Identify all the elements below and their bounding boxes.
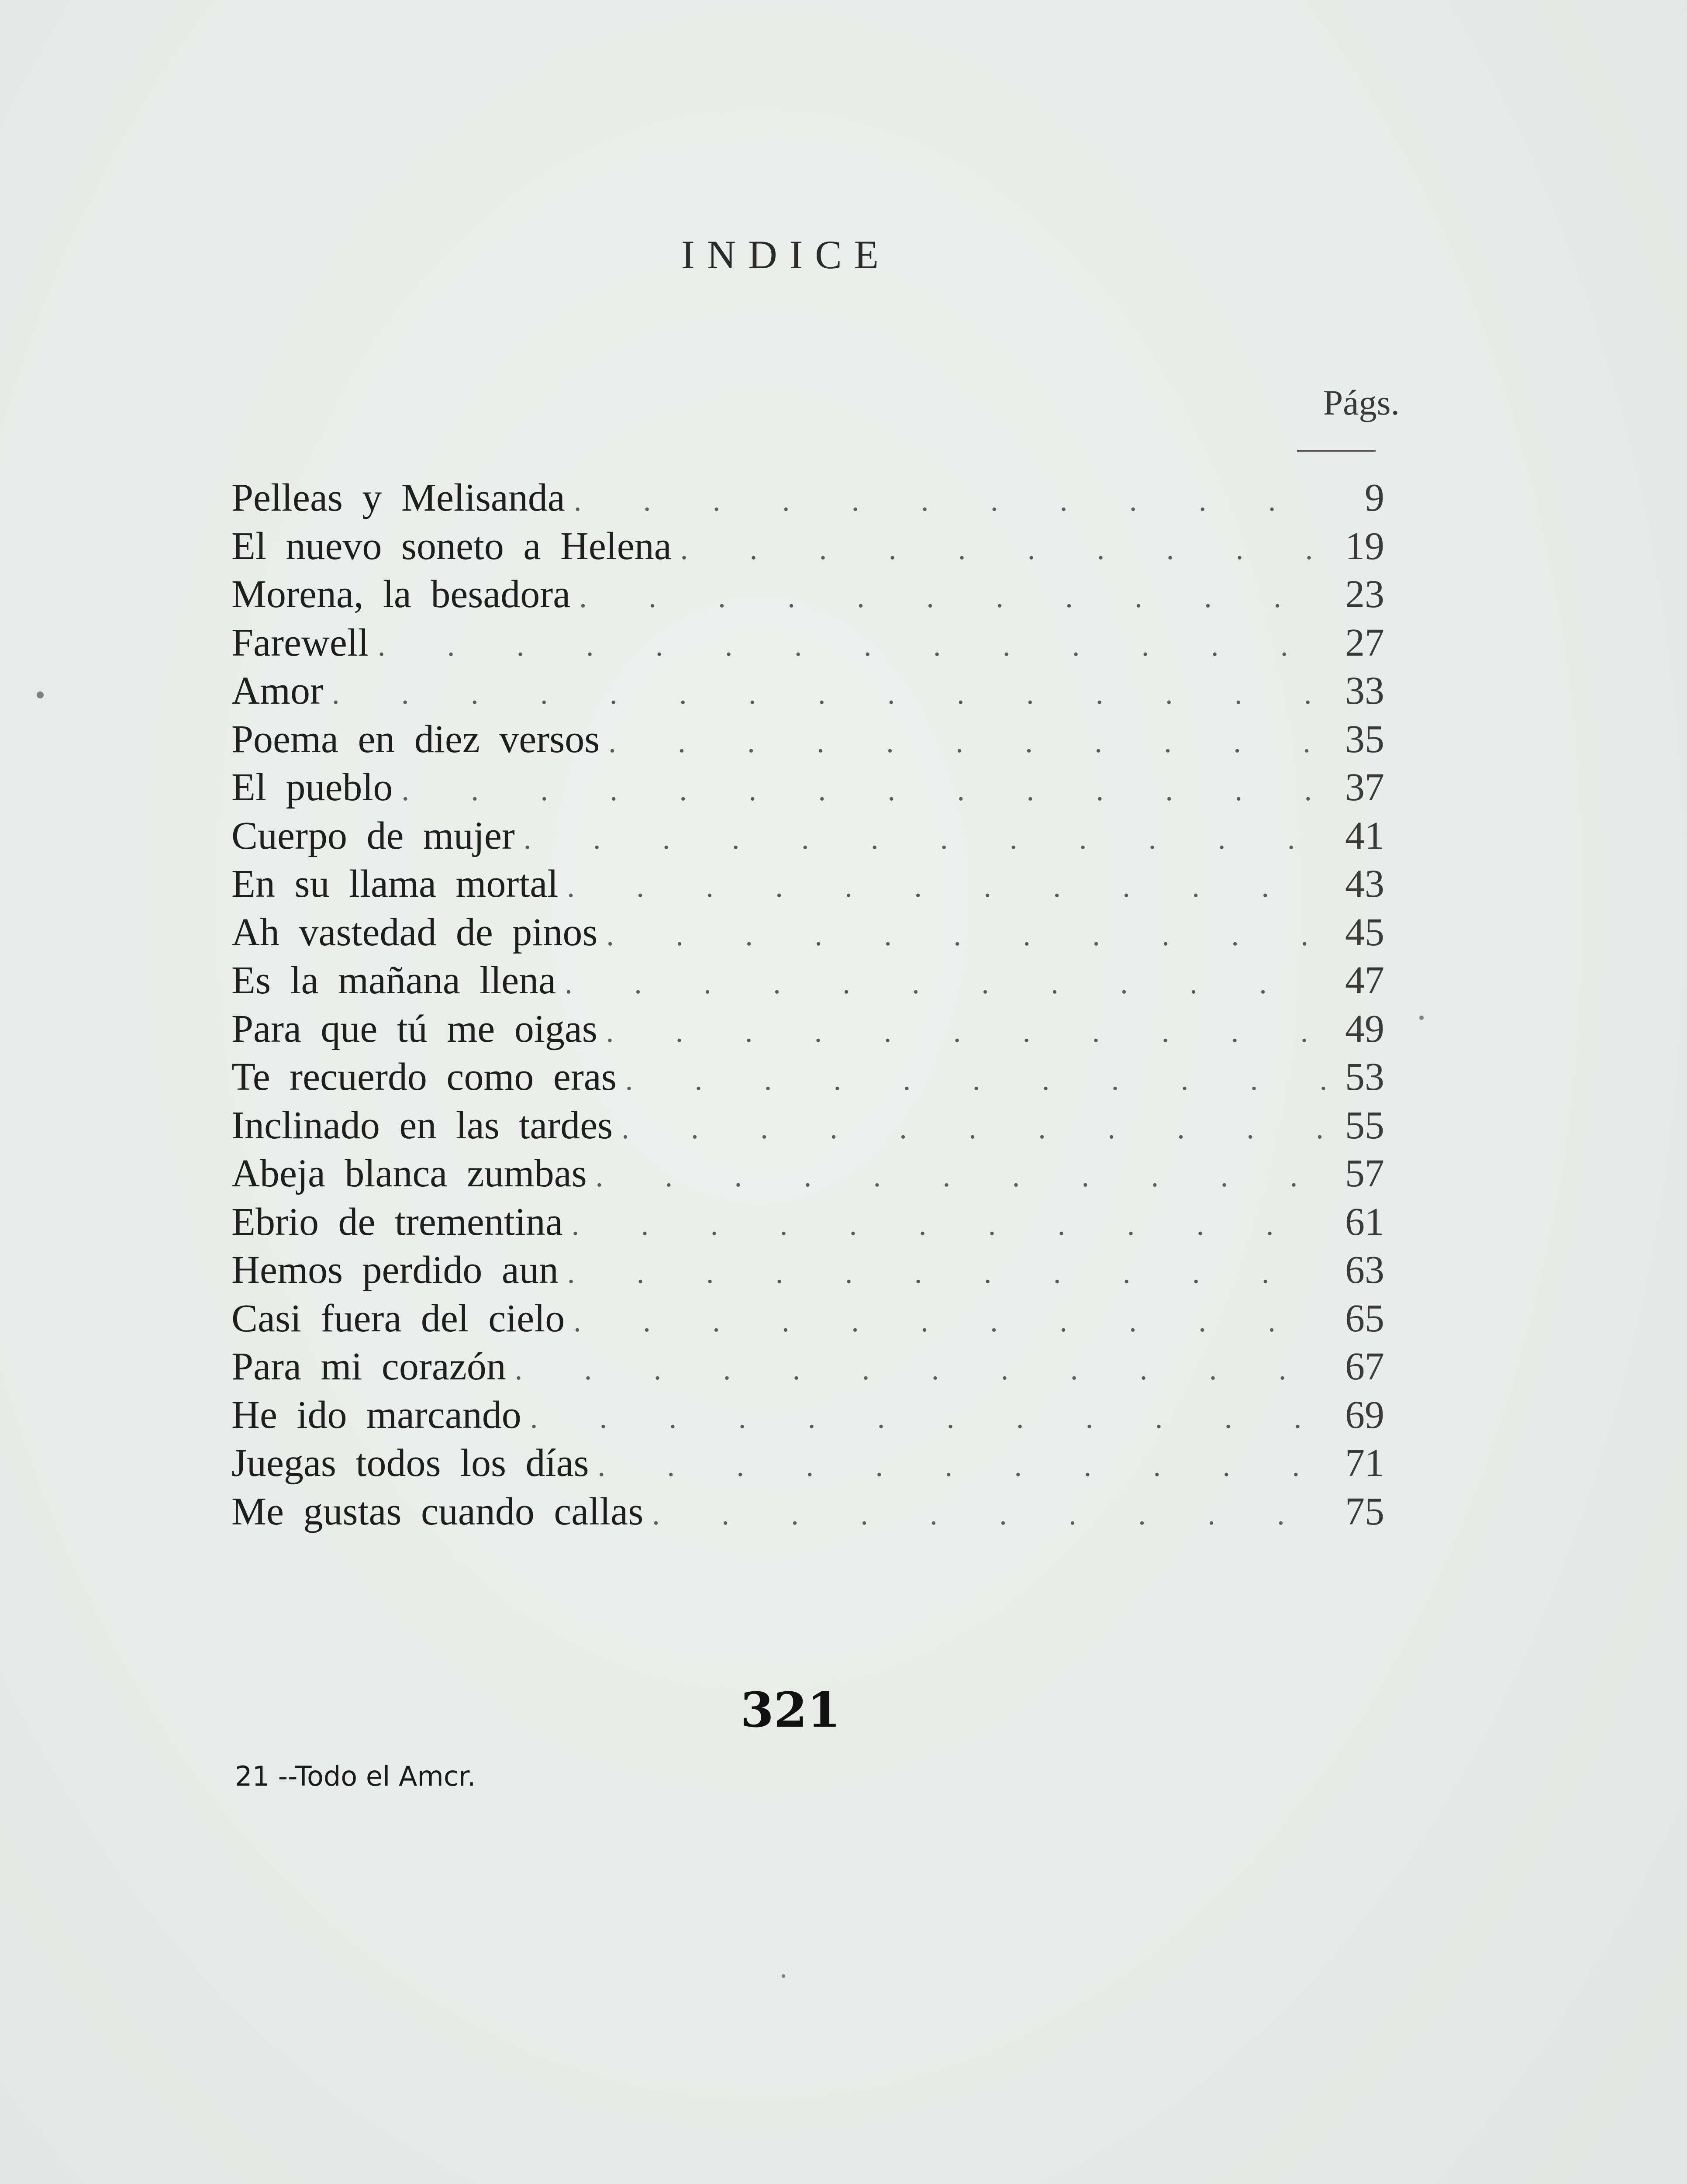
dot-leader (573, 1298, 1328, 1346)
toc-entry-title: Pelleas y Melisanda (231, 476, 565, 519)
toc-entry-title: Para mi corazón (231, 1345, 506, 1388)
toc-entry (231, 812, 1384, 860)
toc-entry-page: 43 (1345, 862, 1384, 905)
toc-entry-page: 69 (1345, 1393, 1384, 1437)
toc-entry-title: Farewell (231, 621, 369, 664)
toc-entry-title: Ah vastedad de pinos (231, 910, 598, 954)
toc-entry-page: 65 (1345, 1296, 1384, 1340)
dot-leader (680, 525, 1328, 574)
toc-entry-page: 57 (1345, 1152, 1384, 1195)
dot-leader (606, 1008, 1328, 1056)
toc-entry-page: 23 (1345, 573, 1384, 616)
toc-entry (231, 667, 1384, 715)
toc-entry-page: 67 (1345, 1345, 1384, 1388)
toc-entry-page: 71 (1345, 1441, 1384, 1485)
toc-entry (231, 1295, 1384, 1343)
toc-entry-page: 75 (1345, 1489, 1384, 1533)
paper-speck (782, 1974, 785, 1978)
dot-leader (401, 767, 1328, 815)
toc-entry (231, 1488, 1384, 1536)
dot-leader (596, 1153, 1328, 1201)
toc-entry (231, 522, 1384, 571)
toc-entry-page: 33 (1345, 669, 1384, 712)
dot-leader (621, 1105, 1328, 1153)
toc-entry (231, 1198, 1384, 1247)
toc-entry-page: 45 (1345, 910, 1384, 954)
dot-leader (574, 477, 1328, 525)
dot-leader (567, 863, 1328, 911)
dot-leader (530, 1394, 1328, 1442)
toc-entry-title: El nuevo soneto a Helena (231, 524, 672, 568)
toc-entry-title: Me gustas cuando callas (231, 1489, 644, 1533)
toc-entry (231, 570, 1384, 619)
dot-leader (332, 670, 1328, 718)
toc-entry-title: Amor (231, 669, 323, 712)
toc-entry-title: Ebrio de trementina (231, 1200, 563, 1244)
dot-leader (567, 1249, 1328, 1297)
dot-leader (524, 815, 1328, 863)
dot-leader (565, 960, 1328, 1008)
toc-entry-title: Abeja blanca zumbas (231, 1152, 587, 1195)
toc-entry-title: Hemos perdido aun (231, 1248, 559, 1292)
toc-entry-title: En su llama mortal (231, 862, 559, 905)
paper-speck (37, 691, 44, 698)
toc-entry-title: Morena, la besadora (231, 573, 571, 616)
toc-entry-title: Inclinado en las tardes (231, 1103, 613, 1147)
toc-entry-page: 37 (1345, 766, 1384, 809)
toc-entry-page: 55 (1345, 1103, 1384, 1147)
pages-header-rule (1297, 450, 1376, 452)
dot-leader (608, 719, 1328, 767)
toc-entry (231, 1439, 1384, 1488)
toc-entry-title: Para que tú me oigas (231, 1007, 597, 1051)
dot-leader (597, 1442, 1328, 1490)
page-number: 321 (740, 1682, 841, 1738)
toc-entry (231, 1102, 1384, 1150)
toc-entry-page: 61 (1345, 1200, 1384, 1244)
toc-entry-title: He ido marcando (231, 1393, 521, 1437)
toc-entry-page: 27 (1345, 621, 1384, 664)
printer-signature-mark: 21 --Todo el Amcr. (235, 1760, 476, 1792)
dot-leader (606, 912, 1328, 960)
index-heading: INDICE (681, 232, 891, 277)
toc-entry (231, 1343, 1384, 1391)
toc-entry (231, 957, 1384, 1005)
toc-entry (231, 474, 1384, 522)
toc-entry (231, 909, 1384, 957)
paper-speck (1419, 1016, 1424, 1020)
toc-entry-title: El pueblo (231, 766, 393, 809)
toc-entry (231, 715, 1384, 764)
toc-entry-page: 49 (1345, 1007, 1384, 1051)
toc-entry-page: 47 (1345, 959, 1384, 1002)
toc-entry (231, 860, 1384, 909)
dot-leader (579, 574, 1328, 622)
toc-entry-title: Es la mañana llena (231, 959, 556, 1002)
toc-entry (231, 619, 1384, 667)
toc-entry (231, 764, 1384, 812)
toc-entry (231, 1150, 1384, 1198)
toc-entry-title: Casi fuera del cielo (231, 1296, 565, 1340)
dot-leader (652, 1491, 1328, 1539)
toc-entry (231, 1005, 1384, 1054)
toc-entry-title: Juegas todos los días (231, 1441, 589, 1485)
toc-entry-page: 63 (1345, 1248, 1384, 1292)
toc-entry-page: 41 (1345, 814, 1384, 857)
toc-entry (231, 1246, 1384, 1295)
dot-leader (625, 1056, 1328, 1104)
dot-leader (572, 1201, 1328, 1249)
toc-entry-page: 19 (1345, 524, 1384, 568)
table-of-contents (231, 474, 1384, 1536)
toc-entry-title: Cuerpo de mujer (231, 814, 515, 857)
toc-entry (231, 1053, 1384, 1102)
toc-entry-title: Te recuerdo como eras (231, 1055, 617, 1099)
toc-entry-page: 53 (1345, 1055, 1384, 1099)
toc-entry-title: Poema en diez versos (231, 717, 600, 761)
dot-leader (378, 622, 1328, 670)
toc-entry (231, 1391, 1384, 1440)
pages-column-header: Págs. (1323, 383, 1400, 422)
toc-entry-page: 9 (1365, 476, 1384, 519)
dot-leader (515, 1346, 1328, 1394)
toc-entry-page: 35 (1345, 717, 1384, 761)
